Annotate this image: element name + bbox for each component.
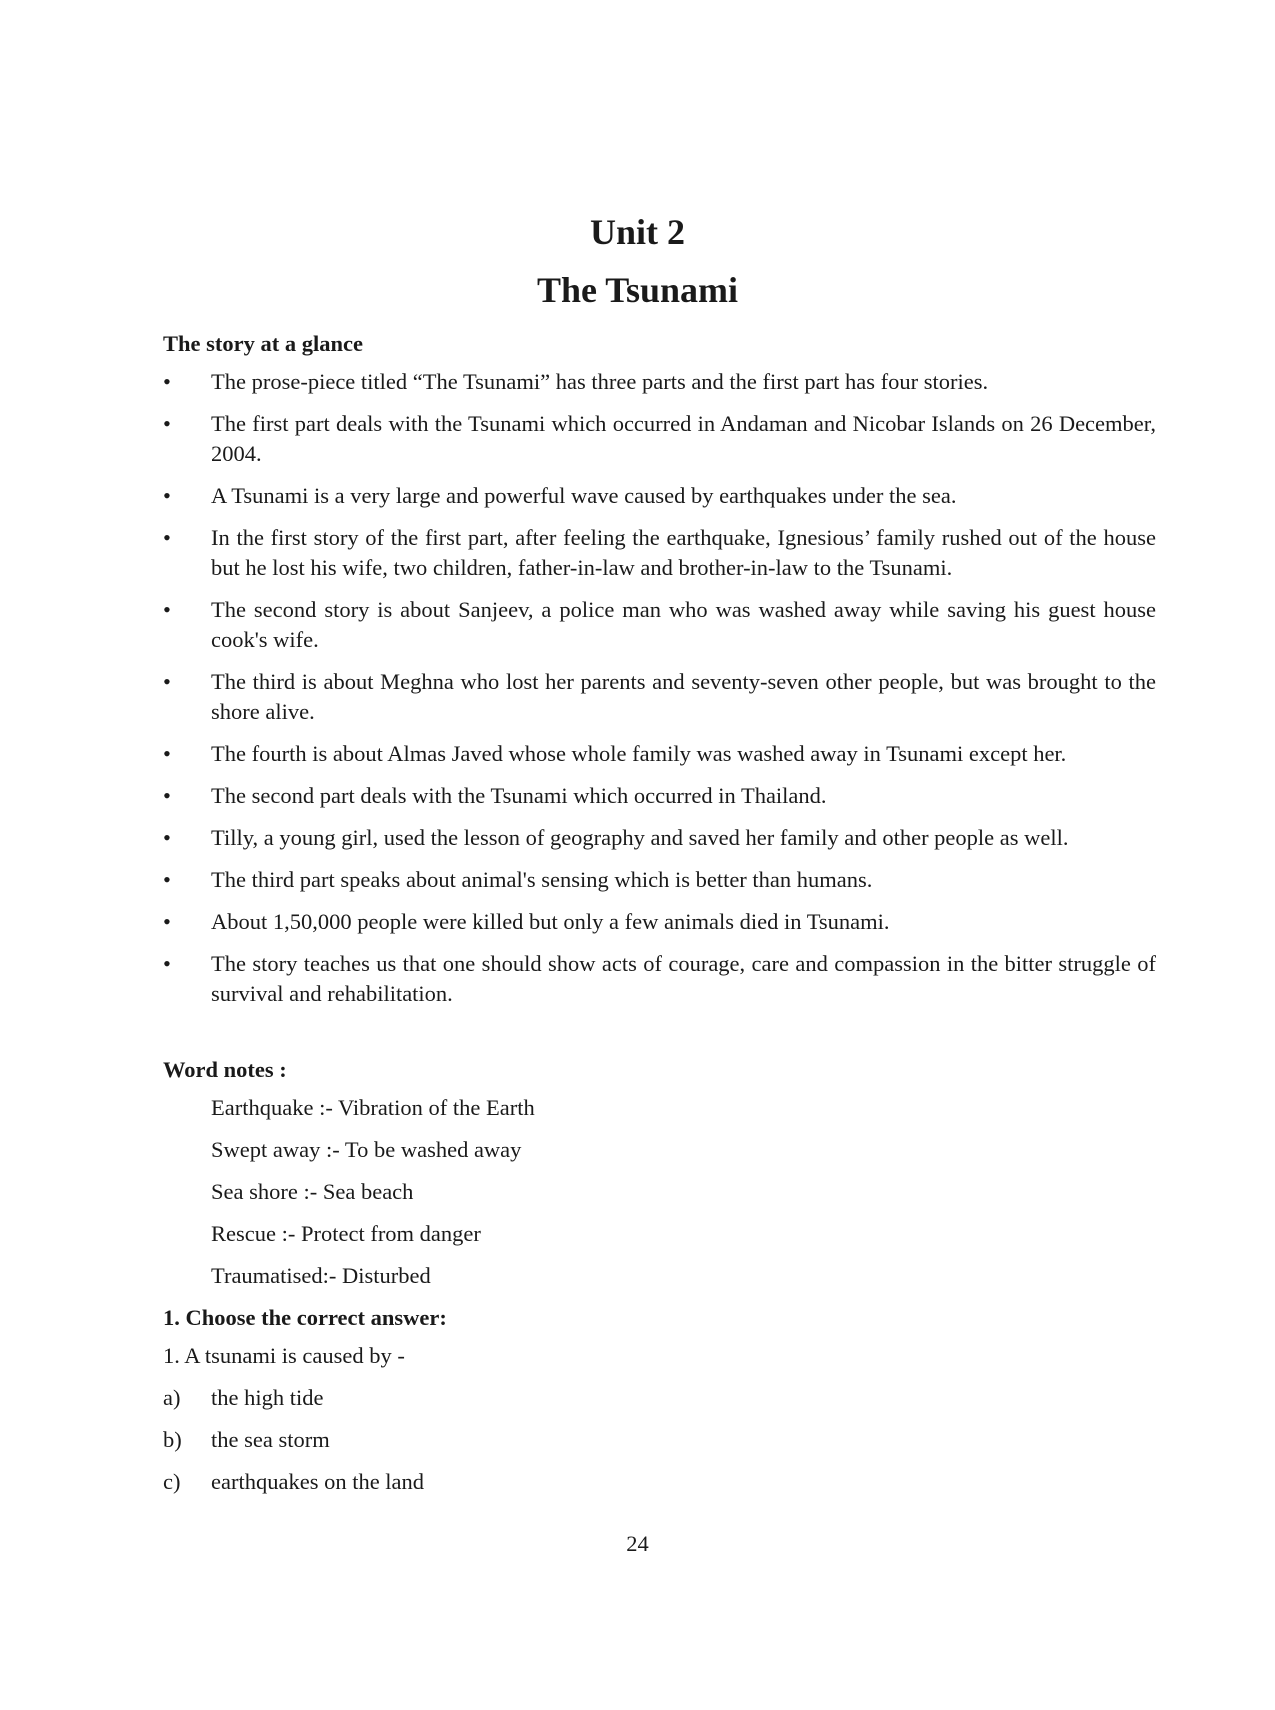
bullet-icon: • [163, 867, 171, 892]
option-text: the high tide [211, 1385, 324, 1410]
glance-item [163, 367, 1156, 397]
glance-item-text: In the first story of the first part, after feeling the earthquake, Ignesious’ family rushed out of the house but he lost his wife, two children, father-in-law and brother-in-law to the Tsunami. [211, 525, 1156, 580]
bullet-icon: • [163, 369, 171, 394]
glance-item [163, 739, 1156, 769]
option-letter: b) [163, 1427, 182, 1452]
glance-item-text: The fourth is about Almas Javed whose whole family was washed away in Tsunami except her. [211, 741, 1067, 766]
glance-item-text: The second part deals with the Tsunami which occurred in Thailand. [211, 783, 827, 808]
glance-item [163, 523, 1156, 583]
word-note: Swept away :- To be washed away [211, 1137, 522, 1162]
glance-item-text: The story teaches us that one should show acts of courage, care and compassion in the bitter struggle of survival and rehabilitation. [211, 951, 1156, 1006]
unit-title: Unit 2 [589, 212, 685, 252]
option-letter: c) [163, 1469, 181, 1494]
bullet-icon: • [163, 951, 171, 976]
answer-option [163, 1467, 1156, 1497]
word-notes-heading: Word notes : [163, 1057, 287, 1082]
glance-item-text: The first part deals with the Tsunami which occurred in Andaman and Nicobar Islands on 26 December, 2004. [211, 411, 1156, 466]
option-text: earthquakes on the land [211, 1469, 425, 1494]
glance-item [163, 907, 1156, 937]
glance-item [163, 781, 1156, 811]
glance-item-text: A Tsunami is a very large and powerful wave caused by earthquakes under the sea. [211, 483, 957, 508]
word-note: Rescue :- Protect from danger [211, 1221, 481, 1246]
chapter-title: The Tsunami [536, 270, 739, 310]
bullet-icon: • [163, 483, 171, 508]
bullet-icon: • [163, 825, 171, 850]
word-note: Sea shore :- Sea beach [211, 1179, 414, 1204]
glance-item [163, 595, 1156, 655]
glance-list [163, 367, 1156, 1009]
glance-item-text: The prose-piece titled “The Tsunami” has three parts and the first part has four stories. [211, 369, 989, 394]
bullet-icon: • [163, 525, 171, 550]
bullet-icon: • [163, 411, 171, 436]
bullet-icon: • [163, 597, 171, 622]
page-number: 24 [626, 1531, 649, 1556]
glance-item [163, 409, 1156, 469]
bullet-icon: • [163, 909, 171, 934]
glance-item-text: About 1,50,000 people were killed but only a few animals died in Tsunami. [211, 909, 890, 934]
exercise-heading: 1. Choose the correct answer: [163, 1305, 447, 1330]
glance-item-text: The third is about Meghna who lost her parents and seventy-seven other people, but was brought to the shore alive. [211, 669, 1156, 724]
word-note: Earthquake :- Vibration of the Earth [211, 1095, 535, 1120]
bullet-icon: • [163, 669, 171, 694]
glance-item-text: The second story is about Sanjeev, a police man who was washed away while saving his guest house cook's wife. [211, 597, 1156, 652]
glance-heading: The story at a glance [163, 331, 363, 356]
glance-item-text: Tilly, a young girl, used the lesson of geography and saved her family and other people as well. [211, 825, 1069, 850]
word-note: Traumatised:- Disturbed [211, 1263, 431, 1288]
glance-item [163, 865, 1156, 895]
glance-item [163, 667, 1156, 727]
glance-item [163, 823, 1156, 853]
glance-item [163, 481, 1156, 511]
answer-option [163, 1425, 1156, 1455]
page-content [163, 329, 1156, 1509]
glance-item [163, 949, 1156, 1009]
option-letter: a) [163, 1385, 181, 1410]
option-text: the sea storm [211, 1427, 330, 1452]
answer-option [163, 1383, 1156, 1413]
exercise-question: 1. A tsunami is caused by - [163, 1343, 405, 1368]
bullet-icon: • [163, 741, 171, 766]
glance-item-text: The third part speaks about animal's sensing which is better than humans. [211, 867, 873, 892]
bullet-icon: • [163, 783, 171, 808]
